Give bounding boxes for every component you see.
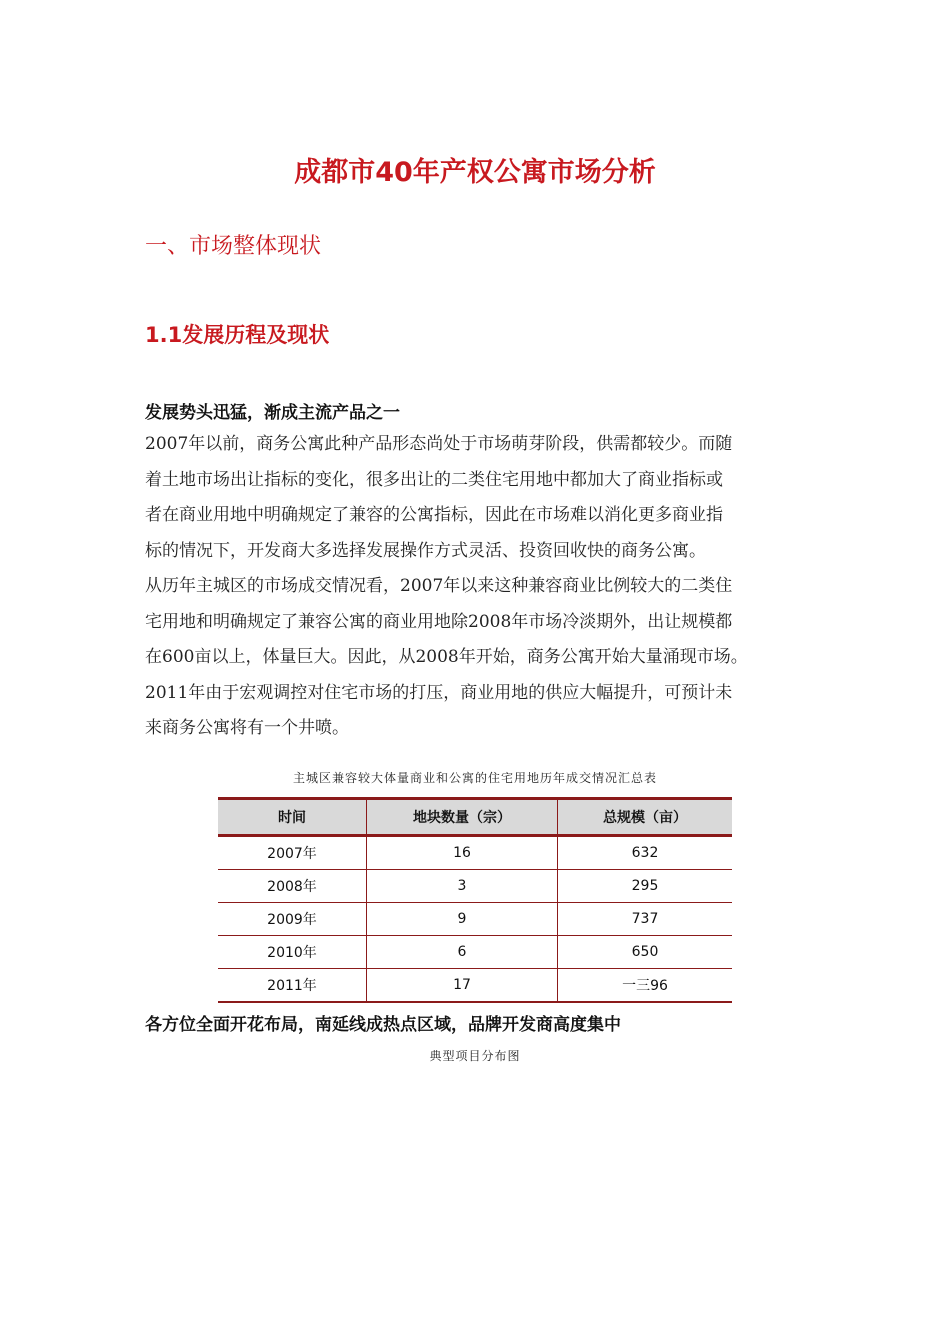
column-header: 地块数量（宗） xyxy=(367,799,558,836)
section-heading: 一、市场整体现状 xyxy=(145,234,322,259)
table-caption: 主城区兼容较大体量商业和公寓的住宅用地历年成交情况汇总表 xyxy=(292,771,657,785)
table-row xyxy=(218,836,732,870)
table-cell: 6 xyxy=(367,936,558,969)
table-cell: 一三96 xyxy=(558,969,733,1003)
body-line: 宅用地和明确规定了兼容公寓的商业用地除2008年市场冷淡期外，出让规模都 xyxy=(145,611,733,632)
table-cell: 16 xyxy=(367,836,558,870)
table-cell: 3 xyxy=(367,870,558,903)
body-line: 着土地市场出让指标的变化，很多出让的二类住宅用地中都加大了商业指标或 xyxy=(145,469,723,490)
document-title: 成都市40年产权公寓市场分析 xyxy=(294,157,656,188)
body-line: 从历年主城区的市场成交情况看，2007年以来这种兼容商业比例较大的二类住 xyxy=(145,576,733,596)
body-line: 2007年以前，商务公寓此种产品形态尚处于市场萌芽阶段，供需都较少。而随 xyxy=(145,434,733,454)
table-cell: 2009年 xyxy=(218,903,367,936)
table-cell: 295 xyxy=(558,870,733,903)
table-cell: 2008年 xyxy=(218,870,367,903)
table-cell: 650 xyxy=(558,936,733,969)
paragraph-heading: 各方位全面开花布局，南延线成热点区域，品牌开发商高度集中 xyxy=(145,1015,621,1035)
table-cell: 9 xyxy=(367,903,558,936)
map-caption: 典型项目分布图 xyxy=(429,1049,521,1063)
table-cell: 2010年 xyxy=(218,936,367,969)
table-row xyxy=(218,936,732,969)
table-cell: 2007年 xyxy=(218,836,367,870)
paragraph-heading: 发展势头迅猛，渐成主流产品之一 xyxy=(145,403,400,423)
body-line: 标的情况下，开发商大多选择发展操作方式灵活、投资回收快的商务公寓。 xyxy=(145,540,706,561)
table-row xyxy=(218,903,732,936)
table-cell: 2011年 xyxy=(218,969,367,1003)
subsection-heading: 1.1发展历程及现状 xyxy=(145,323,330,347)
body-paragraph xyxy=(145,427,815,747)
table-cell: 632 xyxy=(558,836,733,870)
body-line: 在600亩以上，体量巨大。因此，从2008年开始，商务公寓开始大量涌现市场。 xyxy=(145,647,748,667)
land-transaction-table xyxy=(218,797,732,1003)
table-row xyxy=(218,870,732,903)
body-line: 来商务公寓将有一个井喷。 xyxy=(145,718,349,738)
table-row xyxy=(218,969,732,1003)
table-cell: 737 xyxy=(558,903,733,936)
column-header: 总规模（亩） xyxy=(558,799,733,836)
table-header-row xyxy=(218,799,732,836)
body-line: 者在商业用地中明确规定了兼容的公寓指标，因此在市场难以消化更多商业指 xyxy=(145,505,723,525)
body-line: 2011年由于宏观调控对住宅市场的打压，商业用地的供应大幅提升，可预计未 xyxy=(145,682,733,703)
column-header: 时间 xyxy=(218,799,367,836)
table-cell: 17 xyxy=(367,969,558,1003)
